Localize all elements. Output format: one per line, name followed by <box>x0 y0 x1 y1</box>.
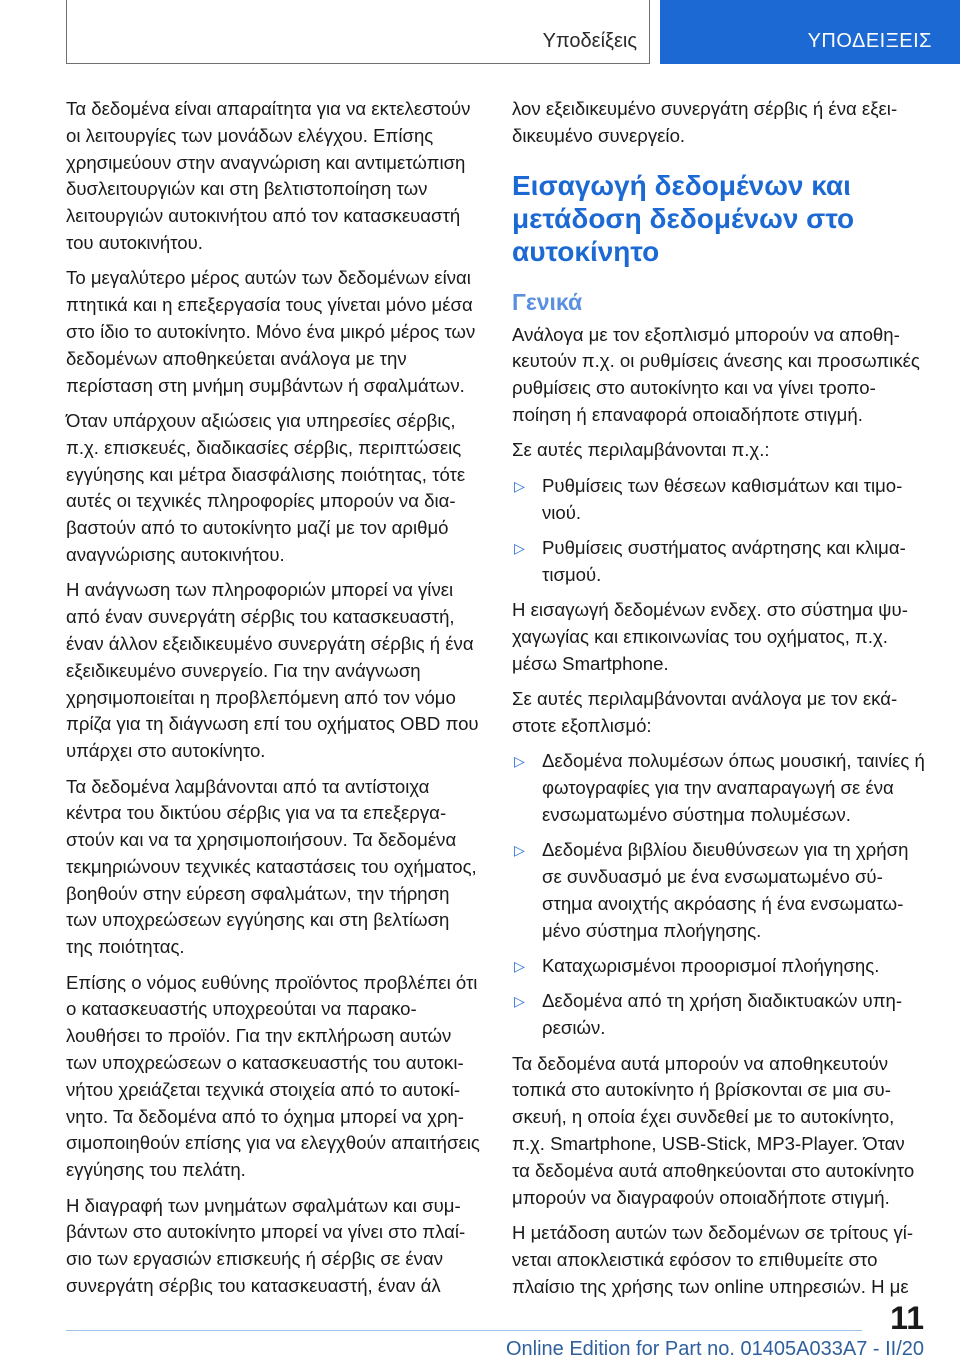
bullet-list <box>512 473 926 589</box>
paragraph: Ανάλογα με τον εξοπλισμό μπορούν να αποθηκευτούν π.χ. οι ρυθμίσεις άνεσης και προσωπικές ρυθμίσεις στο αυτοκίνητο και να γίνει τροποποίηση ή επαναφορά οποιαδήποτε στιγμή. <box>512 323 920 425</box>
triangle-bullet-icon: ▷ <box>514 539 525 556</box>
page-header <box>0 0 960 66</box>
page-number: 11 <box>890 1300 924 1336</box>
chapter-tab <box>660 0 960 64</box>
paragraph: Η μετάδοση αυτών των δεδομένων σε τρίτους γίνεται αποκλειστικά εφόσον το επιθυμείτε στο πλαίσιο της χρήσης των online υπηρεσιών. Η με <box>512 1222 914 1297</box>
list-item <box>512 535 926 589</box>
list-item <box>512 748 926 828</box>
paragraph: Τα δεδομένα είναι απαραίτητα για να εκτελεστούν οι λειτουργίες των μονάδων ελέγχου. Επίσης χρησιμεύουν στην αναγνώριση και αντιμετώπιση δυσλειτουργιών και στη βελτιστοποίηση των λειτουργιών αυτοκινήτου από τον κατασκευαστή του αυτοκινήτου. <box>66 98 471 253</box>
paragraph: Η ανάγνωση των πληροφοριών μπορεί να γίνει από έναν συνεργάτη σέρβις του κατασκευαστή, έναν άλλον εξειδικευμένο συνεργάτη σέρβις ή ένα εξειδικευμένο συνεργείο. Για την ανάγνωση χρησιμοποιείται η προβλεπόμενη από τον νόμο πρίζα για τη διάγνωση επί του οχήματος OBD που υπάρχει στο αυτοκίνητο. <box>66 579 479 762</box>
paragraph: Σε αυτές περιλαμβάνονται π.χ.: <box>512 439 770 461</box>
list-item-text: Δεδομένα βιβλίου διευθύνσεων για τη χρήση σε συνδυασμό με ένα ενσωματωμένο σύστημα ανοιχτής ακρόασης ή ένα ενσωματωμένο σύστημα πλοήγησης. <box>542 839 909 941</box>
edition-footer: Online Edition for Part no. 01405A033A7 - II/20 <box>505 1338 924 1360</box>
list-item-text: Ρυθμίσεις συστήματος ανάρτησης και κλιματισμού. <box>542 536 906 585</box>
paragraph: λον εξειδικευμένο συνεργάτη σέρβις ή ένα εξειδικευμένο συνεργείο. <box>512 98 898 146</box>
paragraph: Το μεγαλύτερο μέρος αυτών των δεδομένων είναι πτητικά και η επεξεργασία τους γίνεται μόνο μέσα στο ίδιο το αυτοκίνητο. Μόνο ένα μικρό μέρος των δεδομένων αποθηκεύεται ανάλογα με την περίσταση στη μνήμη συμβάντων ή σφαλμάτων. <box>66 267 476 396</box>
footer-divider <box>66 1330 862 1331</box>
list-item <box>512 953 926 980</box>
right-column <box>512 96 926 1309</box>
section-title: Υποδείξεις <box>542 30 637 52</box>
list-item-text: Ρυθμίσεις των θέσεων καθισμάτων και τιμονιού. <box>542 474 903 523</box>
list-item-text: Καταχωρισμένοι προορισμοί πλοήγησης. <box>542 955 880 977</box>
list-item <box>512 473 926 527</box>
chapter-title: ΥΠΟΔΕΙΞΕΙΣ <box>807 30 932 52</box>
paragraph: Σε αυτές περιλαμβάνονται ανάλογα με τον εκάστοτε εξοπλισμό: <box>512 688 898 736</box>
list-item <box>512 837 926 944</box>
triangle-bullet-icon: ▷ <box>514 958 525 975</box>
triangle-bullet-icon: ▷ <box>514 753 525 770</box>
list-item-text: Δεδομένα πολυμέσων όπως μουσική, ταινίες ή φωτογραφίες για την αναπαραγωγή σε ένα ενσωματωμένο σύστημα πολυμέσων. <box>542 750 925 825</box>
list-item-text: Δεδομένα από τη χρήση διαδικτυακών υπηρεσιών. <box>542 990 903 1039</box>
paragraph: Τα δεδομένα λαμβάνονται από τα αντίστοιχα κέντρα του δικτύου σέρβις για να τα επεξεργαστούν και να τα χρησιμοποιήσουν. Τα δεδομένα τεκμηριώνουν τεχνικές καταστάσεις του οχήματος, βοηθούν στην εύρεση σφαλμάτων, την τήρηση των υποχρεώσεων εγγύησης και στη βελτίωση της ποιότητας. <box>66 775 477 958</box>
paragraph: Τα δεδομένα αυτά μπορούν να αποθηκευτούν τοπικά στο αυτοκίνητο ή βρίσκονται σε μια συσκευή, η οποία έχει συνδεθεί με το αυτοκίνητο, π.χ. Smartphone, USB-Stick, MP3-Player. Όταν τα δεδομένα αυτά αποθηκεύονται στο αυτοκίνητο μπορούν να διαγραφούν οποιαδήποτε στιγμή. <box>512 1052 915 1208</box>
left-column <box>66 96 480 1308</box>
section-heading: Εισαγωγή δεδομένων και μετάδοση δεδομένων στο αυτοκίνητο <box>512 169 855 267</box>
paragraph: Επίσης ο νόμος ευθύνης προϊόντος προβλέπει ότι ο κατασκευαστής υποχρεούται να παρακολουθήσει το προϊόν. Για την εκπλήρωση αυτών των υποχρεώσεων ο κατασκευαστής του αυτοκινήτου χρειάζεται τεχνικά στοιχεία από το αυτοκίνητο. Τα δεδομένα από το όχημα μπορεί να χρησιμοποιηθούν επίσης για να ελεγχθούν απαιτήσεις εγγύησης του πελάτη. <box>66 971 480 1181</box>
bullet-list <box>512 748 926 1042</box>
triangle-bullet-icon: ▷ <box>514 477 525 494</box>
paragraph: Η εισαγωγή δεδομένων ενδεχ. στο σύστημα ψυχαγωγίας και επικοινωνίας του οχήματος, π.χ. μέσω Smartphone. <box>512 599 908 674</box>
triangle-bullet-icon: ▷ <box>514 993 525 1010</box>
section-title-box <box>66 0 650 64</box>
subsection-heading: Γενικά <box>512 288 583 315</box>
paragraph: Όταν υπάρχουν αξιώσεις για υπηρεσίες σέρβις, π.χ. επισκευές, διαδικασίες σέρβις, περιπτώσεις εγγύησης και μέτρα διασφάλισης ποιότητας, τότε αυτές οι τεχνικές πληροφορίες μπορούν να διαβαστούν από το αυτοκίνητο μαζί με τον αριθμό αναγνώρισης αυτοκινήτου. <box>66 409 466 565</box>
triangle-bullet-icon: ▷ <box>514 842 525 859</box>
paragraph: Η διαγραφή των μνημάτων σφαλμάτων και συμβάντων στο αυτοκίνητο μπορεί να γίνει στο πλαίσιο των εργασιών επισκευής ή σέρβις σε έναν συνεργάτη σέρβις του κατασκευαστή, έναν άλ <box>66 1194 466 1297</box>
list-item <box>512 988 926 1042</box>
